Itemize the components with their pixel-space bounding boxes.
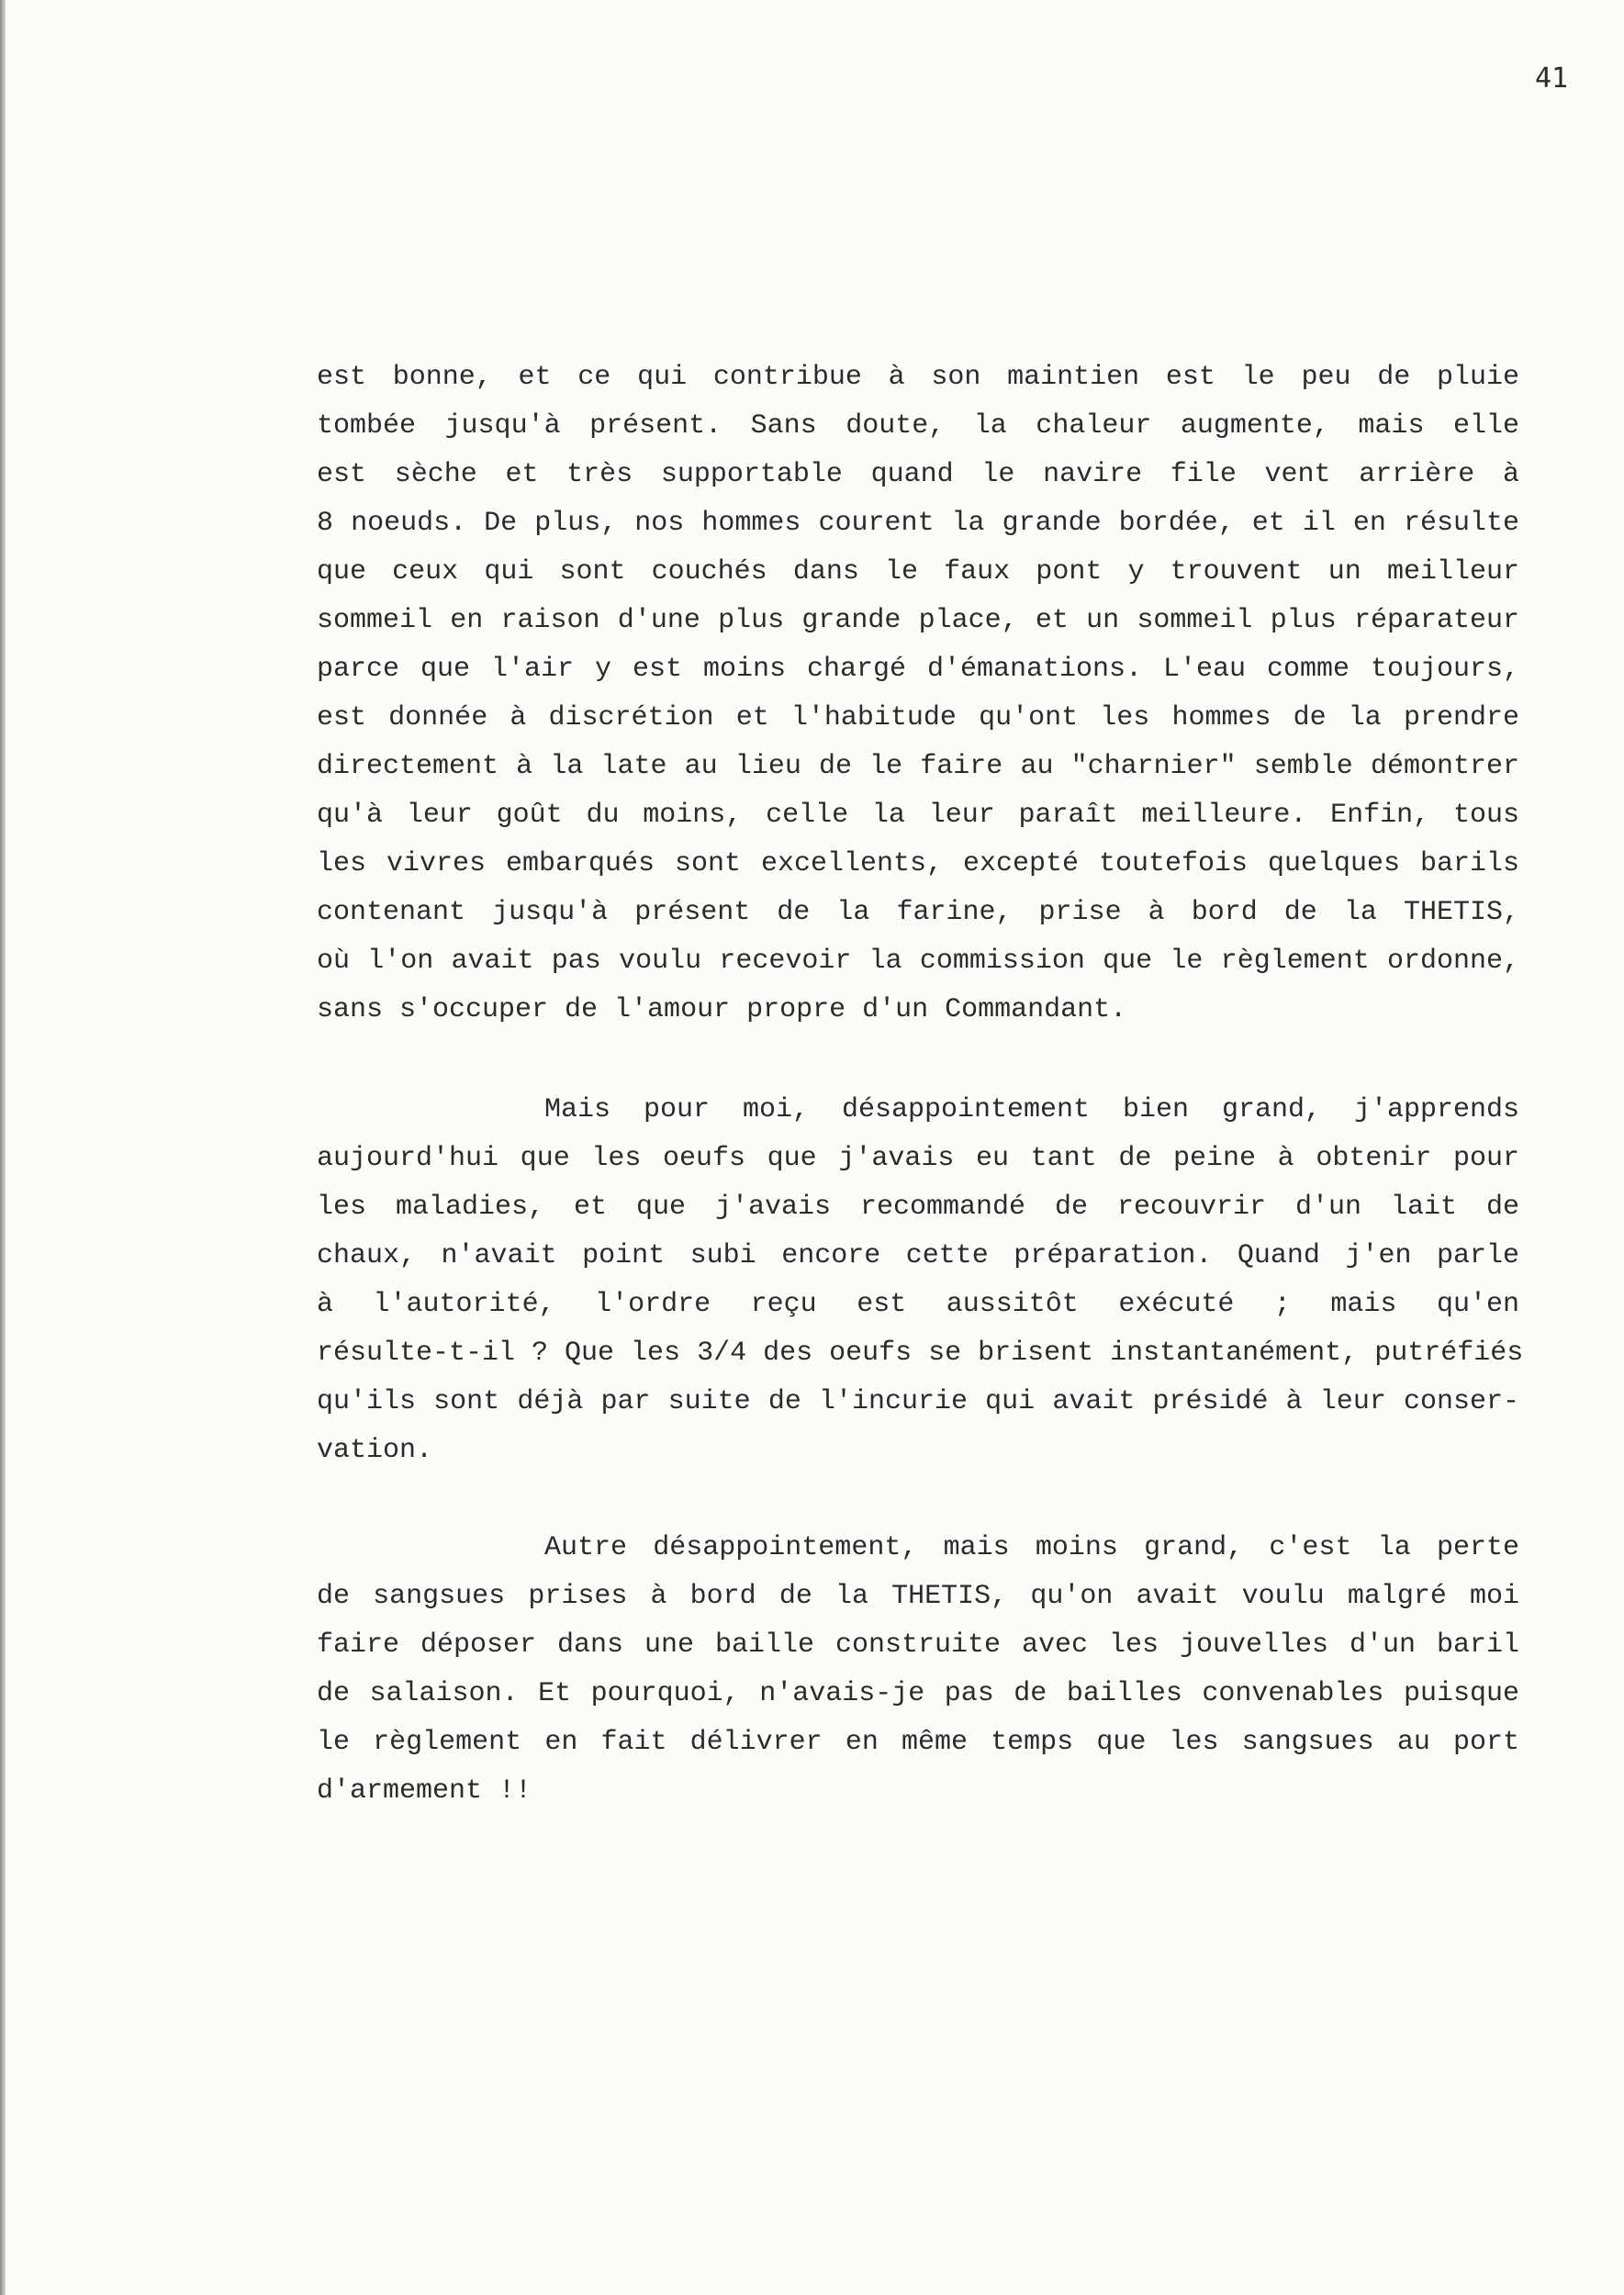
text-line: de salaison. Et pourquoi, n'avais-je pas de bailles convenables puisque — [317, 1678, 1519, 1709]
text-line: parce que l'air y est moins chargé d'émanations. L'eau comme toujours, — [317, 654, 1519, 685]
text-line: les vivres embarqués sont excellents, excepté toutefois quelques barils — [317, 848, 1519, 879]
text-line: aujourd'hui que les oeufs que j'avais eu tant de peine à obtenir pour — [317, 1143, 1519, 1174]
paragraph-2 — [317, 1086, 1524, 1475]
text-line: chaux, n'avait point subi encore cette préparation. Quand j'en parle — [317, 1240, 1519, 1271]
text-line: que ceux qui sont couchés dans le faux pont y trouvent un meilleur — [317, 556, 1519, 588]
page-edge-shadow — [0, 0, 6, 2295]
text-line: sans s'occuper de l'amour propre d'un Commandant. — [317, 994, 1127, 1025]
paragraph-3 — [317, 1524, 1519, 1816]
text-line: contenant jusqu'à présent de la farine, prise à bord de la THETIS, — [317, 897, 1519, 928]
text-line: les maladies, et que j'avais recommandé de recouvrir d'un lait de — [317, 1192, 1519, 1223]
text-line: directement à la late au lieu de le faire au "charnier" semble démontrer — [317, 751, 1519, 782]
text-line: de sangsues prises à bord de la THETIS, qu'on avait voulu malgré moi — [317, 1581, 1519, 1612]
text-line: est bonne, et ce qui contribue à son maintien est le peu de pluie — [317, 362, 1519, 393]
text-line: résulte-t-il ? Que les 3/4 des oeufs se brisent instantanément, putréfiés — [317, 1338, 1524, 1369]
text-line: qu'ils sont déjà par suite de l'incurie qui avait présidé à leur conser- — [317, 1386, 1519, 1417]
text-line: est donnée à discrétion et l'habitude qu'ont les hommes de la prendre — [317, 702, 1519, 733]
text-line: le règlement en fait délivrer en même temps que les sangsues au port — [317, 1727, 1519, 1758]
text-line: est sèche et très supportable quand le navire file vent arrière à — [317, 459, 1519, 490]
paragraph-1 — [317, 353, 1519, 1035]
text-line: sommeil en raison d'une plus grande place, et un sommeil plus réparateur — [317, 605, 1519, 636]
text-line: où l'on avait pas voulu recevoir la commission que le règlement ordonne, — [317, 946, 1519, 977]
text-line: 8 noeuds. De plus, nos hommes courent la grande bordée, et il en résulte — [317, 508, 1519, 539]
text-line: tombée jusqu'à présent. Sans doute, la chaleur augmente, mais elle — [317, 410, 1519, 442]
text-line: Autre désappointement, mais moins grand, c'est la perte — [544, 1532, 1519, 1563]
text-line: Mais pour moi, désappointement bien grand, j'apprends — [544, 1094, 1519, 1125]
page-number: 41 — [1535, 62, 1569, 95]
text-line: d'armement !! — [317, 1775, 532, 1807]
text-line: qu'à leur goût du moins, celle la leur paraît meilleure. Enfin, tous — [317, 800, 1519, 831]
text-line: faire déposer dans une baille construite avec les jouvelles d'un baril — [317, 1629, 1519, 1661]
text-line: à l'autorité, l'ordre reçu est aussitôt exécuté ; mais qu'en — [317, 1289, 1519, 1320]
text-line: vation. — [317, 1435, 433, 1466]
